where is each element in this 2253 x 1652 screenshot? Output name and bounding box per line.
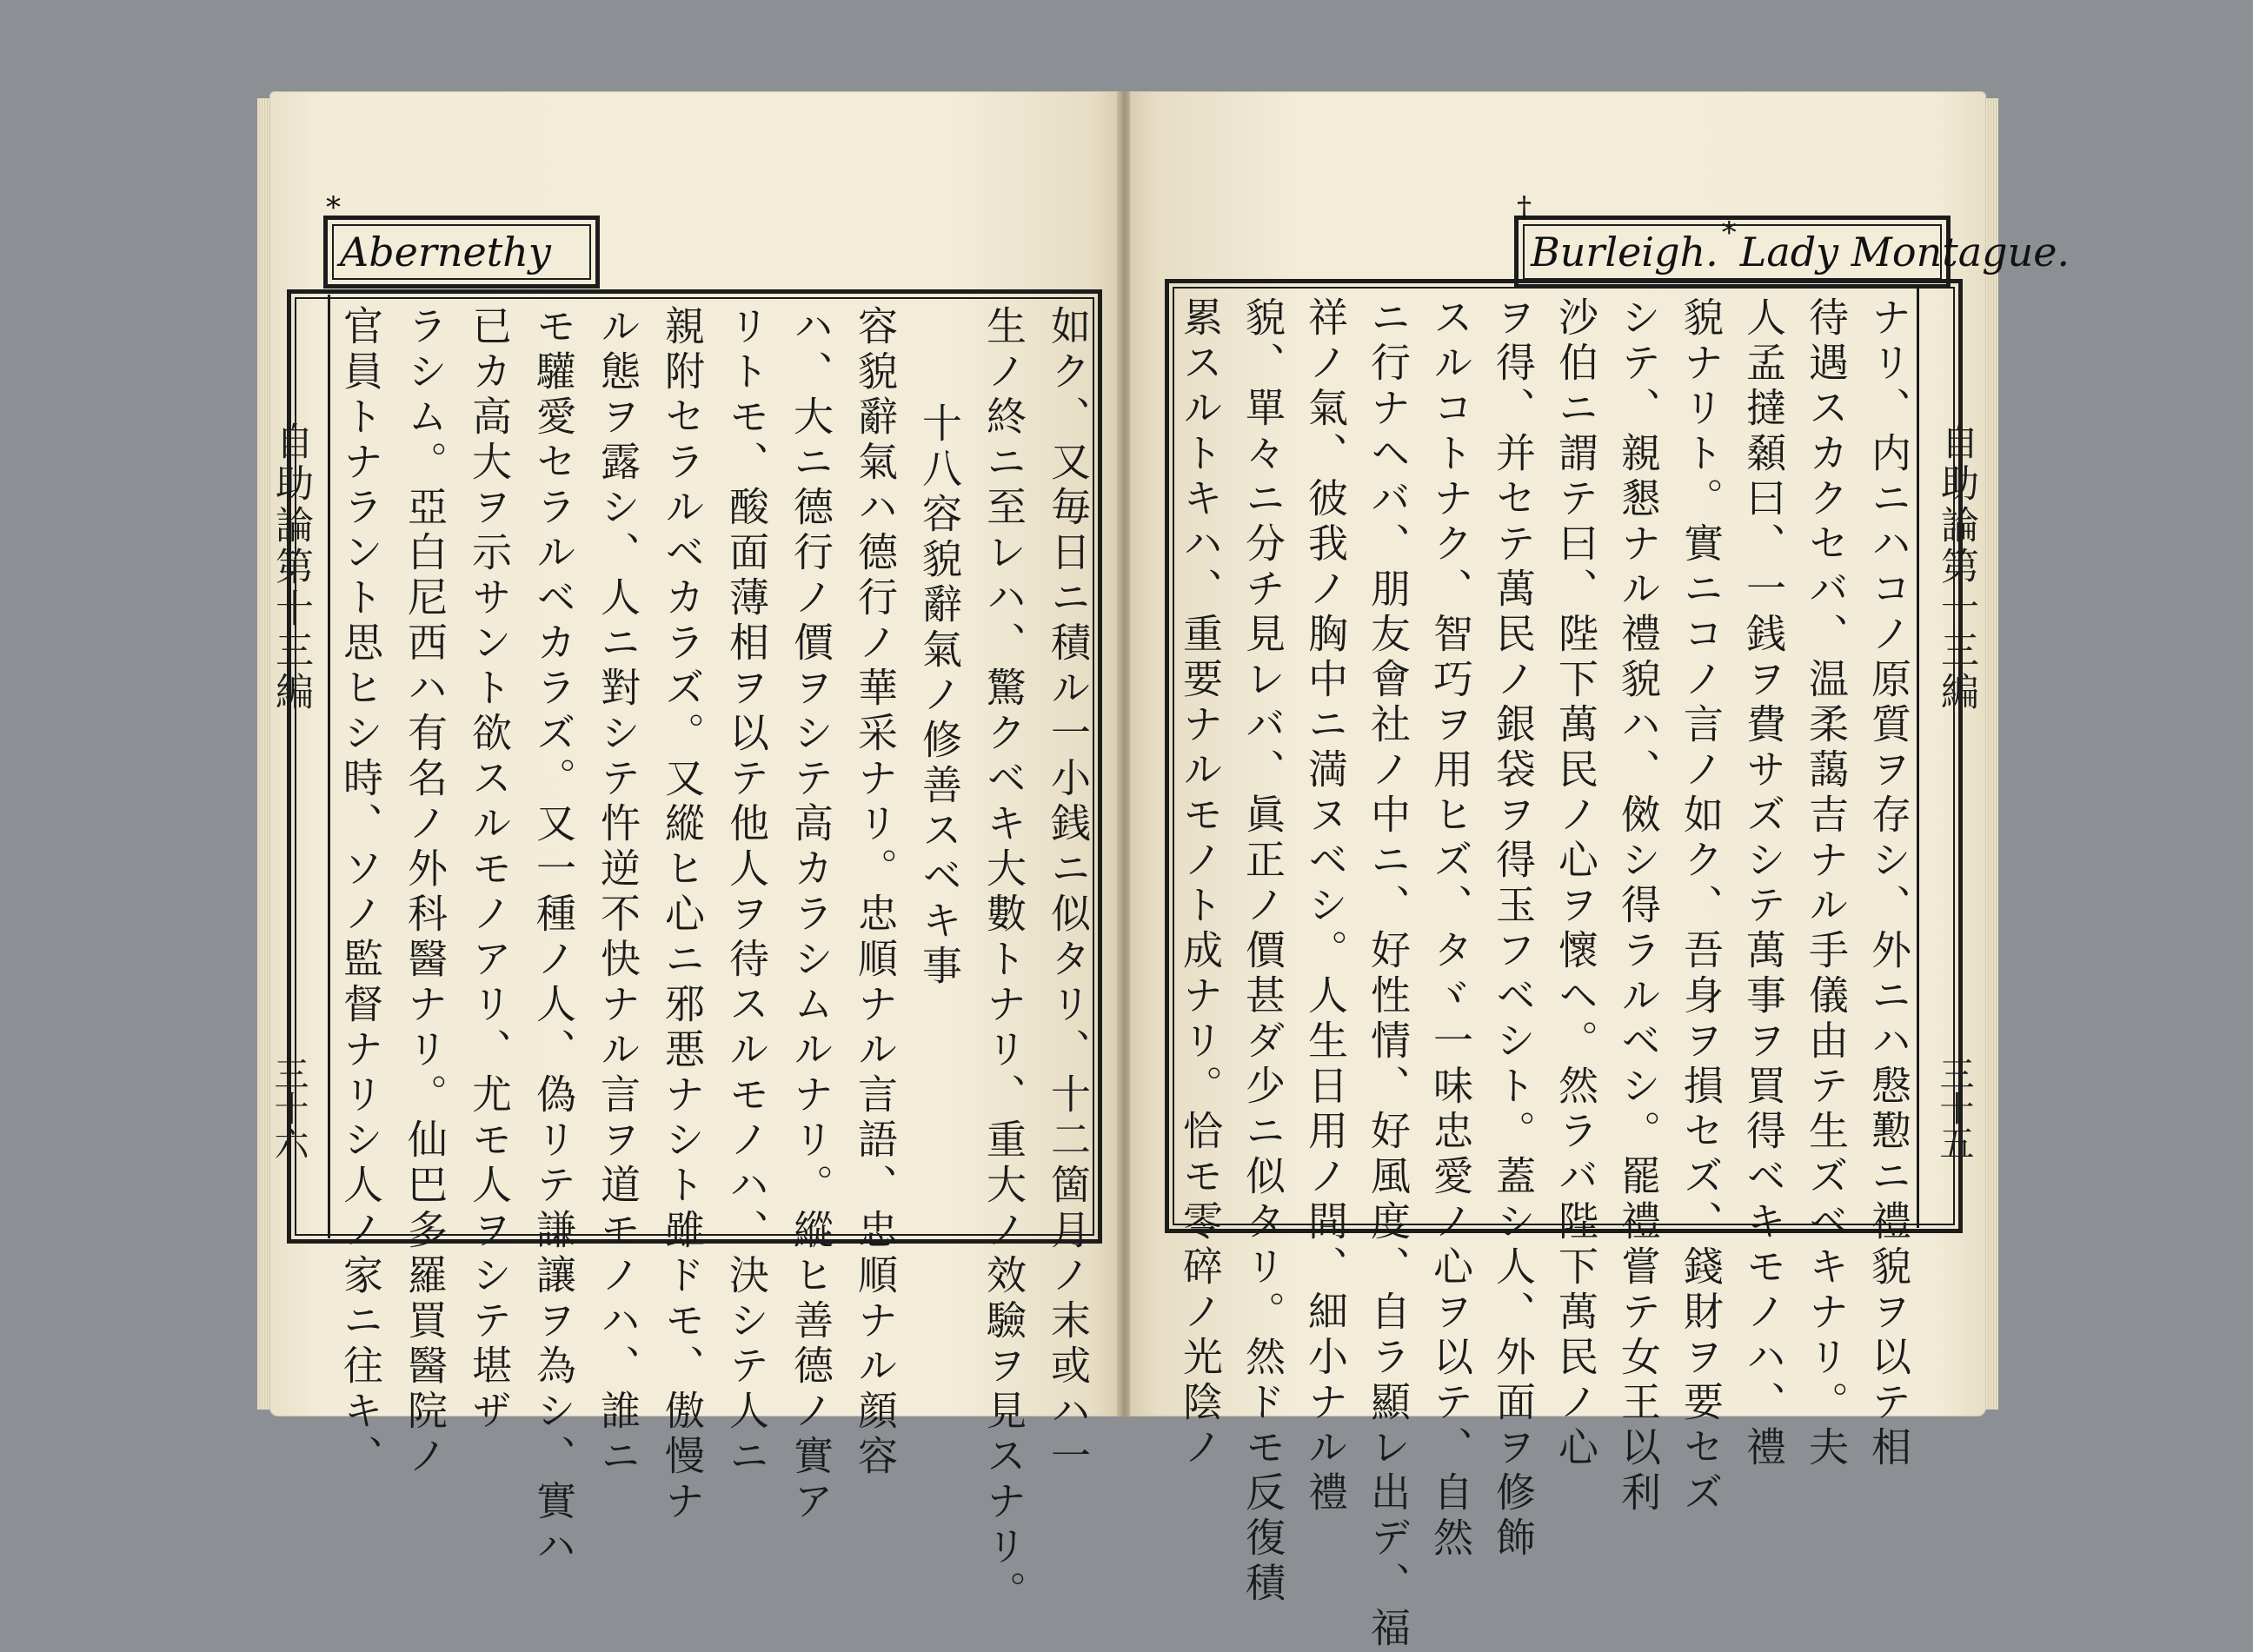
annotation-label-right (1514, 190, 2070, 289)
annotation-name-lady-montague: Lady Montague. (1739, 229, 2070, 275)
section-heading: 十八容貌辭氣ノ修善スベキ事 (916, 402, 963, 990)
right-page-edge (1986, 98, 1998, 1410)
text-column: 生ノ終ニ至レハ、驚クベキ大數トナリ、重大ノ效驗ヲ見スナリ。 (980, 305, 1027, 1616)
text-column: 人孟撻顙曰、一銭ヲ費サズシテ萬事ヲ買得ベキモノハ、禮 (1740, 296, 1787, 1471)
text-column: 如ク、又毎日ニ積ル一小銭ニ似タリ、十二箇月ノ末或ハ一 (1045, 305, 1092, 1480)
text-column: シテ、親懇ナル禮貌ハ、傚シ得ラルベシ。罷禮嘗テ女王以利 (1615, 296, 1662, 1516)
text-column: ハ、大ニ德行ノ價ヲシテ高カラシムルナリ。縱ヒ善德ノ實ア (788, 305, 834, 1525)
annotation-name-burleigh: Burleigh. (1531, 229, 1718, 275)
left-band-divider (328, 295, 330, 1238)
text-column: モ驩愛セラルベカラズ。又一種ノ人、偽リテ謙讓ヲ為シ、實ハ (530, 305, 577, 1570)
running-title-right: 自助論第十三編 (1934, 421, 1978, 713)
text-column: ナリ、内ニハコノ原質ヲ存シ、外ニハ慇懃ニ禮貌ヲ以テ相 (1865, 296, 1912, 1471)
page-number-right: 三十五 (1934, 1056, 1974, 1160)
text-column: 容貌辭氣ハ德行ノ華采ナリ。忠順ナル言語、忠順ナル顔容 (852, 305, 899, 1480)
text-column: 累スルトキハ、重要ナルモノト成ナリ。恰モ零碎ノ光陰ノ (1177, 296, 1224, 1471)
text-column: ニ行ナヘバ、朋友會社ノ中ニ、好性情、好風度、自ラ顯レ出デ、福 (1365, 296, 1412, 1652)
right-page (1130, 91, 2070, 1652)
page-number-left: 三十六 (269, 1056, 309, 1160)
text-column: 已カ高大ヲ示サント欲スルモノアリ、尤モ人ヲシテ堪ザ (466, 305, 513, 1435)
right-text-columns (1177, 296, 1912, 1652)
asterisk-marker: * (326, 190, 341, 225)
left-page (269, 91, 1120, 1616)
text-column: 貌ナリト。實ニコノ言ノ如ク、吾身ヲ損セズ、錢財ヲ要セズ (1678, 296, 1725, 1516)
left-text-columns (337, 305, 1092, 1616)
text-column: スルコトナク、智巧ヲ用ヒズ、タヾ一味忠愛ノ心ヲ以テ、自然 (1427, 296, 1474, 1562)
text-column: ヲ得、并セテ萬民ノ銀袋ヲ得玉フベシト。蓋シ人、外面ヲ修飾 (1490, 296, 1537, 1562)
annotation-label-left (323, 190, 600, 289)
running-title-left: 自助論第十三編 (269, 421, 313, 713)
open-book (269, 91, 2070, 1652)
left-page-edge (257, 98, 269, 1410)
text-column: リトモ、酸面薄相ヲ以テ他人ヲ待スルモノハ、決シテ人ニ (723, 305, 770, 1480)
text-column: 沙伯ニ謂テ曰、陛下萬民ノ心ヲ懷ヘ。然ラバ陛下萬民ノ心 (1552, 296, 1599, 1471)
text-column: 祥ノ氣、彼我ノ胸中ニ満ヌベシ。人生日用ノ間、細小ナル禮 (1302, 296, 1349, 1516)
text-column: ル態ヲ露シ、人ニ對シテ忤逆不快ナル言ヲ道モノハ、誰ニ (595, 305, 641, 1480)
text-column: 待遇スカクセバ、温柔藹吉ナル手儀由テ生ズベキナリ。夫 (1803, 296, 1850, 1471)
dagger-marker: † (1517, 190, 1532, 225)
text-column: ラシム。亞白尼西ハ有名ノ外科醫ナリ。仙巴多羅買醫院ノ (402, 305, 449, 1480)
text-column: 官員トナラント思ヒシ時、ソノ監督ナリシ人ノ家ニ往キ、 (337, 305, 384, 1480)
text-column: 親附セラルベカラズ。又縱ヒ心ニ邪悪ナシト雖ドモ、傲慢ナ (659, 305, 706, 1525)
annotation-name-abernethy: Abernethy (340, 229, 551, 275)
asterisk-marker: * (1721, 216, 1737, 250)
right-band-divider (1917, 284, 1919, 1228)
text-column: 貌、單々ニ分チ見レバ、眞正ノ價甚ダ少ニ似タリ。然ドモ反復積 (1239, 296, 1286, 1607)
